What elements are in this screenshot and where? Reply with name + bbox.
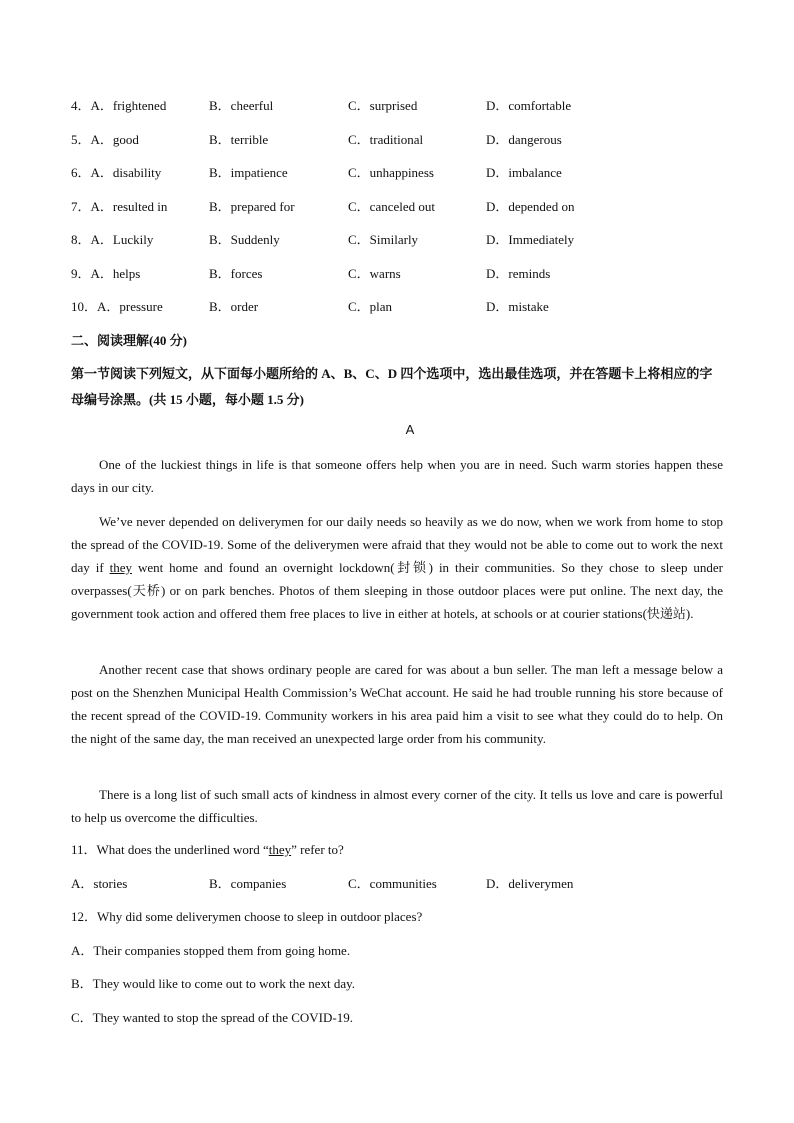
paragraph-3: [71, 658, 723, 750]
question-11-stem: [71, 840, 344, 860]
option-b: B．impatience: [209, 165, 288, 180]
q11-underlined: they: [268, 842, 292, 857]
option-a: 4．A．frightened: [71, 98, 167, 113]
option-c: C．traditional: [348, 132, 424, 147]
question-12-option-a: A．Their companies stopped them from going home.: [71, 943, 351, 958]
question-12-stem: 12．Why did some deliverymen choose to sleep in outdoor places?: [71, 909, 423, 924]
option-row-10: [71, 297, 731, 317]
option-d: D．imbalance: [486, 165, 562, 180]
option-a: A．stories: [71, 876, 128, 891]
question-number: 6．: [71, 165, 91, 180]
option-a: 6．A．disability: [71, 165, 162, 180]
section-title: 二、阅读理解(40 分): [71, 333, 187, 348]
paragraph-1: [71, 453, 723, 499]
passage-label: A: [405, 422, 415, 437]
paragraph-2-text-b: went home and found an overnight lockdown(封锁) in their communities. So they chose to sleep under overpasses(天桥) or on park benches. Photos of them sleeping in those outdoor places were put online. The next day, the government took action and offered them free places to live in either at hotels, at schools or at courier stations(快递站).: [71, 560, 723, 621]
option-b: B．terrible: [209, 132, 269, 147]
section-instruction: 第一节阅读下列短文，从下面每小题所给的 A、B、C、D 四个选项中，选出最佳选项，并在答题卡上将相应的字母编号涂黑。(共 15 小题，每小题 1.5 分): [71, 366, 713, 407]
question-12-option-b: B．They would like to come out to work the next day.: [71, 976, 356, 991]
option-b: B．companies: [209, 876, 287, 891]
question-number: 5．: [71, 132, 91, 147]
paragraph-4: [71, 783, 723, 829]
option-b: B．order: [209, 299, 259, 314]
paragraph-4-text: There is a long list of such small acts of kindness in almost every corner of the city. It tells us love and care is powerful to help us overcome the difficulties.: [71, 787, 723, 825]
option-a: 8．A．Luckily: [71, 232, 154, 247]
option-b: B．Suddenly: [209, 232, 280, 247]
option-row-6: [71, 163, 731, 183]
option-c: C．communities: [348, 876, 437, 891]
question-11-options: [71, 874, 731, 894]
option-d: D．depended on: [486, 199, 575, 214]
paragraph-3-text: Another recent case that shows ordinary people are cared for was about a bun seller. The man left a message below a post on the Shenzhen Municipal Health Commission’s WeChat account. He said he had trouble running his store because of the recent spread of the COVID-19. Community workers in his area paid him a visit to see what they could do to help. On the night of the same day, the man received an unexpected large order from his community.: [71, 662, 723, 746]
option-a: 5．A．good: [71, 132, 139, 147]
option-d: D．dangerous: [486, 132, 562, 147]
option-c: C．unhappiness: [348, 165, 434, 180]
option-c: C．warns: [348, 266, 401, 281]
option-c: C．Similarly: [348, 232, 419, 247]
option-c: C．canceled out: [348, 199, 435, 214]
option-a: 7．A．resulted in: [71, 199, 168, 214]
q11-stem-b: ” refer to?: [291, 842, 344, 857]
question-number: 9．: [71, 266, 91, 281]
option-row-7: [71, 197, 731, 217]
option-row-5: [71, 130, 731, 150]
option-a: 9．A．helps: [71, 266, 141, 281]
option-row-8: [71, 230, 731, 250]
option-c: C．plan: [348, 299, 393, 314]
option-d: D．Immediately: [486, 232, 575, 247]
paragraph-1-text: One of the luckiest things in life is that someone offers help when you are in need. Such warm stories happen these days in our city.: [71, 457, 723, 495]
option-row-4: [71, 96, 731, 116]
option-b: B．forces: [209, 266, 263, 281]
option-c: C．surprised: [348, 98, 418, 113]
question-number: 10．: [71, 299, 98, 314]
option-b: B．cheerful: [209, 98, 274, 113]
option-d: D．mistake: [486, 299, 549, 314]
question-number: 8．: [71, 232, 91, 247]
option-b: B．prepared for: [209, 199, 295, 214]
question-number: 7．: [71, 199, 91, 214]
option-a: 10．A．pressure: [71, 299, 163, 314]
option-d: D．comfortable: [486, 98, 572, 113]
option-d: D．deliverymen: [486, 876, 574, 891]
q11-stem-a: 11．What does the underlined word “: [71, 842, 269, 857]
underlined-word: they: [109, 560, 132, 575]
paragraph-2: [71, 510, 723, 625]
question-12-option-c: C．They wanted to stop the spread of the COVID-19.: [71, 1010, 353, 1025]
paragraph-2-text-a: We’ve never depended on deliverymen for our daily needs so heavily as we do now, when we work from home to stop the spread of the COVID-19. Some of the deliverymen were afraid that they would not be able to come out to work the next day if: [71, 514, 723, 575]
question-number: 4．: [71, 98, 91, 113]
option-d: D．reminds: [486, 266, 551, 281]
option-row-9: [71, 264, 731, 284]
